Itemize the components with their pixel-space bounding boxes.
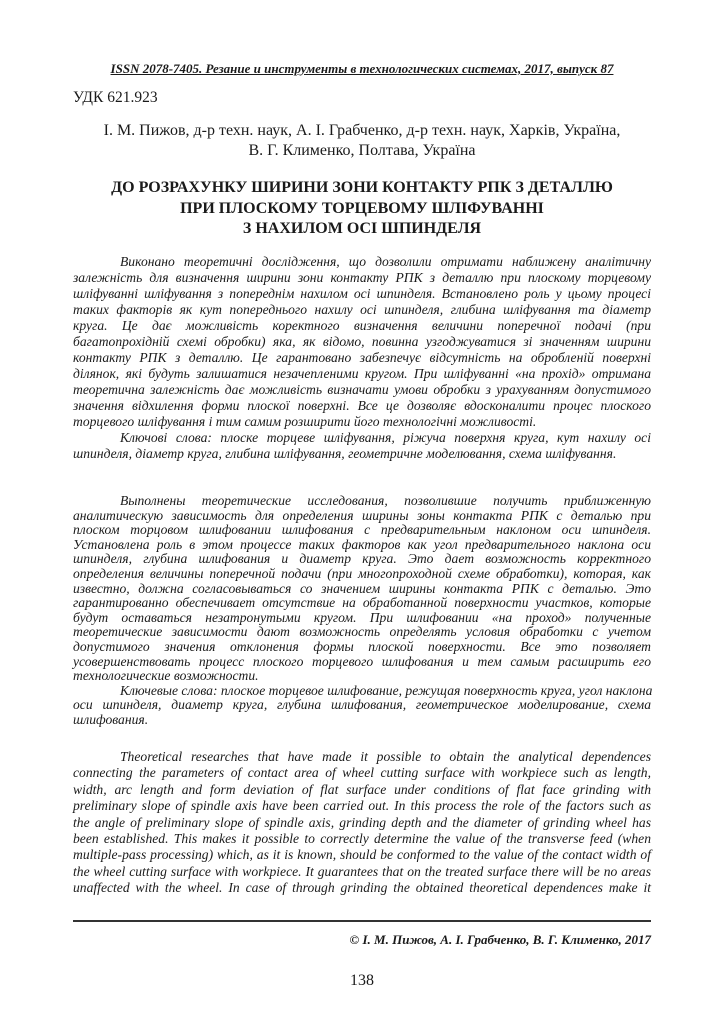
abstract-line: багатопрохідній схемі обробки) яка, як відомо, повинна узгоджуватися зі значенням ширини bbox=[73, 334, 651, 349]
abstract-line: допустимого значения отклонения формы плоской поверхности. Все это позволяет bbox=[73, 638, 651, 654]
abstract-line: connecting the parameters of contact area of wheel cutting surface with workpiece such as length, bbox=[73, 765, 651, 781]
article-title bbox=[60, 178, 664, 240]
abstract-line: шліфуванні шліфування з попереднім нахилом осі шпинделя. Встановлено роль у цьому процесі bbox=[73, 286, 651, 301]
abstract-line: ділянок, які будуть залишатися незачепленими кругом. При шліфуванні «на прохід» отримана bbox=[73, 366, 651, 381]
abstract-line: плоском торцовом шлифовании шлифования с предварительным наклоном оси шпинделя. bbox=[73, 522, 651, 538]
abstract-line: preliminary slope of spindle axis have been carried out. In this process the role of the factors such as bbox=[73, 798, 651, 814]
abstract-line: технологические возможности. bbox=[73, 668, 259, 684]
authors-line: І. М. Пижов, д-р техн. наук, А. І. Грабченко, д-р техн. наук, Харків, Україна, bbox=[103, 122, 621, 139]
copyright-notice: © І. М. Пижов, А. І. Грабченко, В. Г. Клименко, 2017 bbox=[349, 932, 651, 947]
abstract-russian bbox=[73, 494, 651, 728]
abstract-ukrainian bbox=[73, 254, 651, 462]
abstract-line: усовершенствовать процесс плоского торцевого шлифования и тем самым расширить его bbox=[73, 653, 651, 669]
abstract-line: Установлена роль в этом процессе таких факторов как угол предварительного наклона оси bbox=[73, 536, 651, 552]
abstract-line: шпинделя, глубина шлифования и диаметр круга. Это дает возможность корректного bbox=[73, 551, 651, 567]
title-line: З НАХИЛОМ ОСІ ШПИНДЕЛЯ bbox=[242, 220, 482, 237]
keywords-line: шпинделя, діаметр круга, глибина шліфування, геометричне моделювання, схема шліфування. bbox=[73, 446, 617, 461]
keywords-line: шлифования. bbox=[73, 711, 149, 727]
abstract-line: круга. Це дає можливість коректного визначення величини поперечної подачі (при bbox=[73, 318, 651, 333]
title-line: ДО РОЗРАХУНКУ ШИРИНИ ЗОНИ КОНТАКТУ РПК З ДЕТАЛЛЮ bbox=[111, 179, 613, 196]
keywords-line: Ключевые слова: плоское торцевое шлифование, режущая поверхность круга, угол наклона bbox=[120, 682, 653, 698]
abstract-line: multiple-pass processing) which, as it is known, should be conformed to the value of the contact width of bbox=[73, 847, 651, 863]
udk-code: УДК 621.923 bbox=[73, 89, 158, 106]
abstract-line: определения величины поперечной подачи (при многопроходной схеме обработки), которая, как bbox=[73, 565, 651, 581]
abstract-line: значення відхилення форми плоскої поверхні. Все це дозволяє вдосконалити процес плоского bbox=[73, 398, 651, 413]
abstract-line: аналитическую зависимость для определения ширины зоны контакта РПК с деталью при bbox=[73, 507, 651, 523]
journal-header: ISSN 2078-7405. Резание и инструменты в технологических системах, 2017, выпуск 87 bbox=[110, 61, 614, 76]
keywords-line: Ключові слова: плоске торцеве шліфування, ріжуча поверхня круга, кут нахилу осі bbox=[120, 430, 651, 445]
authors bbox=[60, 121, 664, 161]
abstract-line: гарантированно обеспечивает отсутствие на обработанной поверхности участков, которые bbox=[73, 595, 651, 611]
abstract-line: теоретична залежність дає можливість визначати умови обробки з урахуванням допустимого bbox=[73, 382, 651, 397]
abstract-line: the angle of preliminary slope of spindle axis, grinding depth and the diameter of grinding wheel has bbox=[73, 814, 651, 830]
abstract-english bbox=[73, 749, 651, 897]
page-number: 138 bbox=[350, 972, 374, 989]
abstract-line: известно, должна согласовываться со значением ширины контакта РПК с деталью. Это bbox=[73, 580, 651, 596]
keywords-line: оси шпинделя, диаметр круга, глубина шлифования, геометрическое моделирование, схема bbox=[73, 697, 651, 713]
authors-line: В. Г. Клименко, Полтава, Україна bbox=[248, 142, 476, 159]
footnote-divider bbox=[73, 920, 651, 922]
abstract-line: been established. This makes it possible to correctly determine the value of the transverse feed (when bbox=[73, 831, 651, 847]
abstract-line: торцевого шліфування і тим самим розширити його технологічні можливості. bbox=[73, 414, 537, 429]
abstract-line: контакту РПК з деталлю. Це гарантовано забезпечує відсутність на обробленій поверхні bbox=[73, 350, 651, 365]
abstract-line: Theoretical researches that have made it possible to obtain the analytical dependences bbox=[120, 749, 651, 764]
abstract-line: width, arc length and form deviation of flat surface under conditions of flat face grinding with bbox=[73, 781, 651, 797]
abstract-line: будут оставаться незатронутыми кругом. При шлифовании «на проход» полученные bbox=[73, 609, 651, 625]
abstract-line: the wheel cutting surface with workpiece. It guarantees that on the treated surface there will be no areas bbox=[73, 863, 651, 879]
abstract-line: unaffected with the wheel. In case of through grinding the obtained theoretical dependences make it bbox=[73, 880, 651, 896]
abstract-line: Виконано теоретичні дослідження, що дозволили отримати наближену аналітичну bbox=[120, 254, 651, 269]
abstract-line: таких факторів як кут попереднього нахилу осі шпинделя, глибина шліфування та діаметр bbox=[73, 302, 651, 317]
abstract-line: залежність для визначення ширини зони контакту РПК з деталлю при плоскому торцевому bbox=[73, 270, 651, 285]
abstract-line: теоретические зависимости дают возможность определять условия обработки с учетом bbox=[73, 624, 651, 640]
abstract-line: Выполнены теоретические исследования, позволившие получить приближенную bbox=[120, 493, 651, 508]
title-line: ПРИ ПЛОСКОМУ ТОРЦЕВОМУ ШЛІФУВАННІ bbox=[180, 199, 544, 217]
